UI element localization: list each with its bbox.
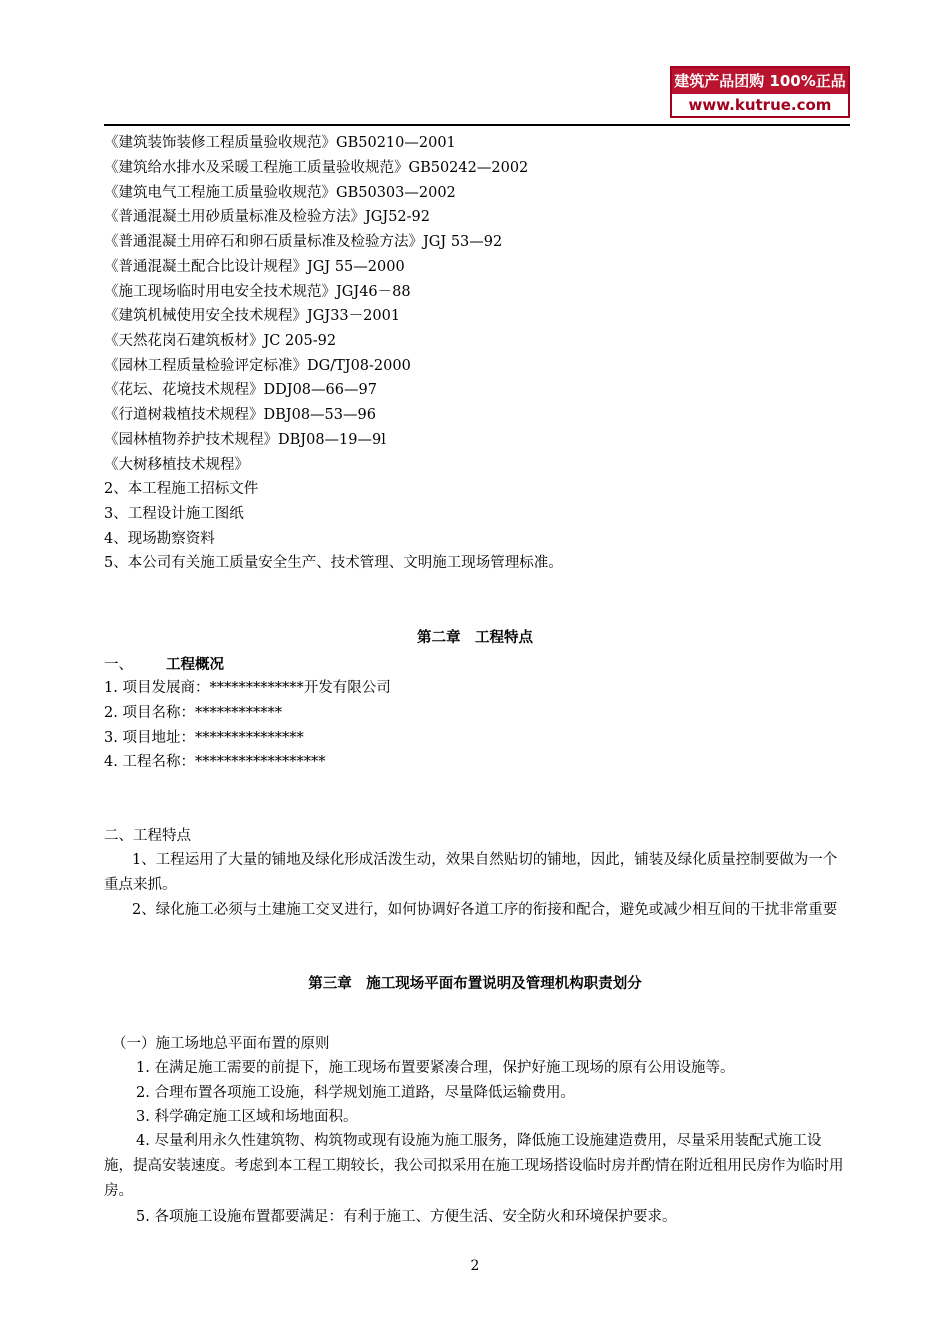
- basis-item: 3、工程设计施工图纸: [104, 506, 244, 522]
- chapter2-title: 第二章 工程特点: [417, 629, 533, 646]
- chapter3-subtitle: （一）施工场地总平面布置的原则: [112, 1036, 330, 1052]
- standard-item: 《普通混凝土用砂质量标准及检验方法》JGJ52-92: [104, 209, 431, 225]
- standard-item: 《园林植物养护技术规程》DBJ08—19—9l: [104, 432, 386, 448]
- kutrue-logo: [670, 66, 850, 118]
- header-divider: [104, 124, 850, 126]
- basis-item: 5、本公司有关施工质量安全生产、技术管理、文明施工现场管理标准。: [104, 555, 563, 571]
- standard-item: 《建筑装饰装修工程质量验收规范》GB50210—2001: [104, 135, 456, 151]
- standard-item: 《天然花岗石建筑板材》JC 205-92: [104, 333, 337, 349]
- standard-item: 《园林工程质量检验评定标准》DG/TJ08-2000: [104, 358, 411, 374]
- standard-item: 《建筑机械使用安全技术规程》JGJ33－2001: [104, 308, 401, 324]
- feature-paragraph: 1、工程运用了大量的铺地及绿化形成活泼生动，效果自然贴切的铺地，因此，铺装及绿化质量控制要做为一个重点来抓。: [104, 852, 838, 893]
- overview-item: 4. 工程名称：******************: [104, 754, 326, 770]
- principle-item: 2. 合理布置各项施工设施，科学规划施工道路，尽量降低运输费用。: [136, 1085, 575, 1101]
- standard-item: 《普通混凝土用碎石和卵石质量标准及检验方法》JGJ 53—92: [104, 234, 503, 250]
- logo-url: www.kutrue.com: [688, 96, 832, 114]
- standard-item: 《行道树栽植技术规程》DBJ08—53—96: [104, 407, 376, 423]
- principle-paragraph: 4. 尽量利用永久性建筑物、构筑物或现有设施为施工服务，降低施工设施建造费用，尽量采用装配式施工设施，提高安装速度。考虑到本工程工期较长，我公司拟采用在施工现场搭设临时房并酌情在附近租用民房作为临时用房。: [104, 1133, 844, 1199]
- standard-item: 《大树移植技术规程》: [104, 457, 249, 473]
- overview-item: 2. 项目名称：************: [104, 705, 282, 721]
- basis-item: 4、现场勘察资料: [104, 531, 215, 547]
- standard-item: 《施工现场临时用电安全技术规范》JGJ46－88: [104, 284, 411, 300]
- chapter3-title: 第三章 施工现场平面布置说明及管理机构职责划分: [308, 975, 642, 992]
- logo-slogan: 建筑产品团购 100%正品: [672, 68, 848, 94]
- page-number: 2: [470, 1258, 480, 1274]
- basis-item: 2、本工程施工招标文件: [104, 481, 259, 497]
- overview-item: 3. 项目地址：***************: [104, 730, 304, 746]
- standard-item: 《普通混凝土配合比设计规程》JGJ 55—2000: [104, 259, 405, 275]
- section2-title: 二、工程特点: [104, 828, 191, 844]
- section1-title: 工程概况: [166, 656, 224, 673]
- standard-item: 《花坛、花境技术规程》DDJ08—66—97: [104, 382, 377, 398]
- overview-item: 1. 项目发展商：*************开发有限公司: [104, 680, 391, 696]
- standard-item: 《建筑电气工程施工质量验收规范》GB50303—2002: [104, 185, 456, 201]
- feature-paragraph: 2、绿化施工必须与土建施工交叉进行，如何协调好各道工序的衔接和配合，避免或减少相互间的干扰非常重要: [132, 902, 838, 918]
- principle-item: 3. 科学确定施工区域和场地面积。: [136, 1109, 358, 1125]
- principle-item: 5. 各项施工设施布置都要满足：有利于施工、方便生活、安全防火和环境保护要求。: [136, 1209, 677, 1225]
- standard-item: 《建筑给水排水及采暖工程施工质量验收规范》GB50242—2002: [104, 160, 529, 176]
- section1-number: 一、: [104, 657, 133, 673]
- principle-item: 1. 在满足施工需要的前提下，施工现场布置要紧凑合理，保护好施工现场的原有公用设施等。: [136, 1060, 735, 1076]
